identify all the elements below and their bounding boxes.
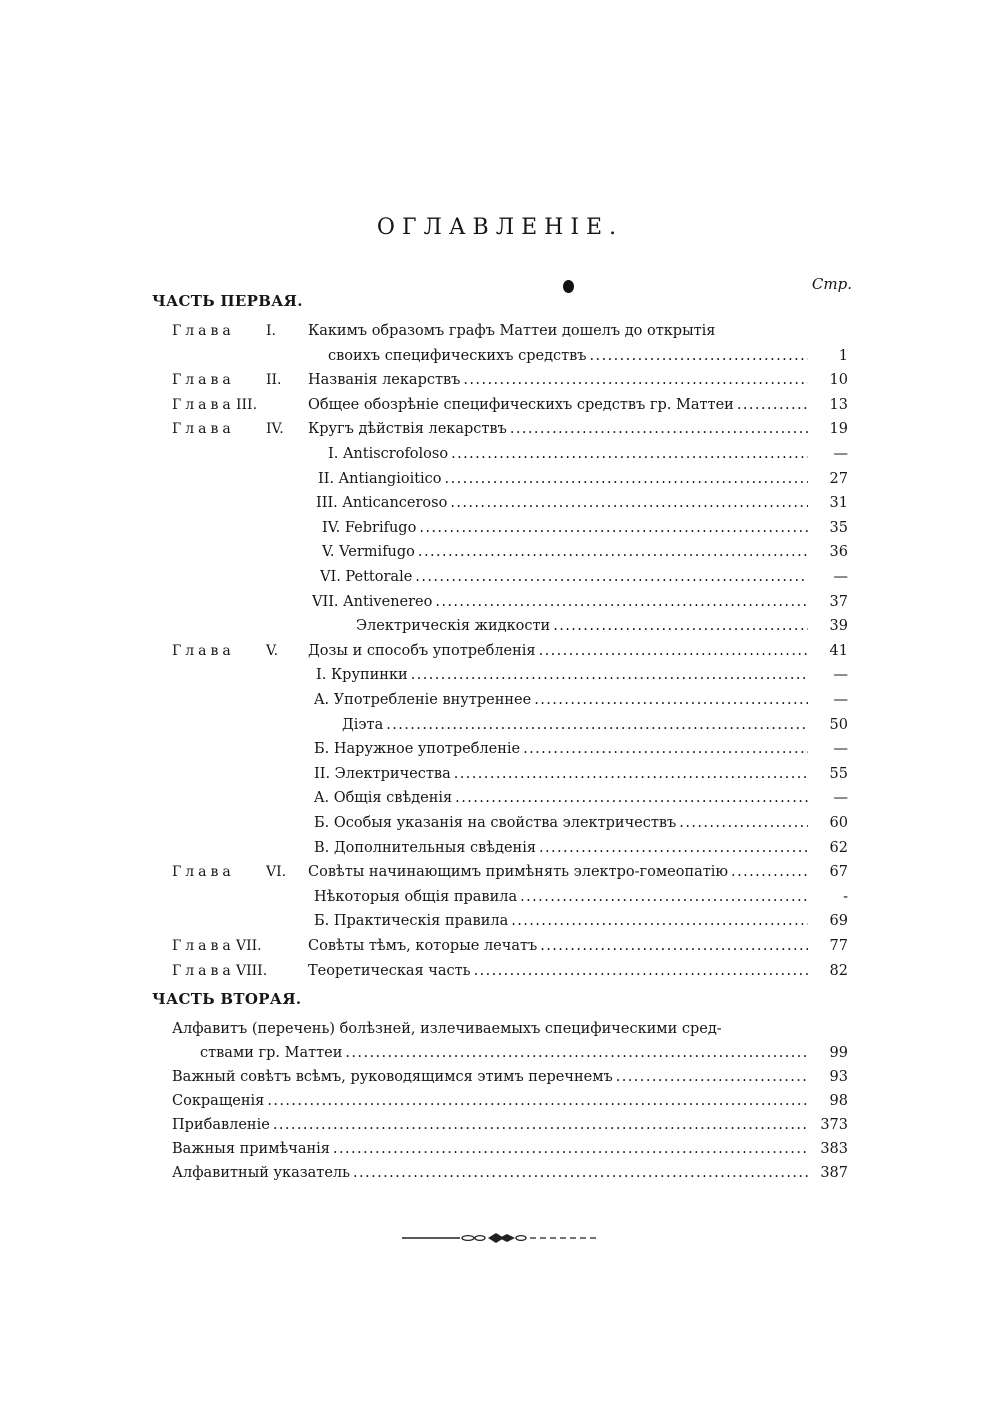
page-number: 1 [838,348,848,364]
toc-row [0,615,1000,637]
leader-dots [731,861,808,883]
toc-entry [172,1114,808,1136]
toc-row [0,960,1000,982]
toc-row [0,714,1000,736]
closing-ornament [0,1230,1000,1249]
toc-entry-title: Общее обозрѣніе специфическихъ средствъ гр. Маттеи [308,397,734,413]
leader-dots [511,910,808,932]
page-number: 55 [829,766,848,782]
toc-row [0,443,1000,465]
chapter-label: Глава [172,938,235,954]
toc-entry-title: A. Общія свѣденія [314,790,453,806]
toc-row [0,886,1000,908]
leader-dots [450,492,808,514]
chapter-number: VIII. [236,963,268,979]
toc-entry [314,812,808,834]
toc-entry [200,1042,808,1064]
page-number: 373 [820,1117,848,1133]
toc-row [0,320,1000,342]
toc-entry [356,615,808,637]
toc-entry-title: Алфавитный указатель [172,1165,351,1181]
toc-row [0,517,1000,539]
chapter-label: Глава [172,397,235,413]
toc-row [0,812,1000,834]
toc-entry-title: Какимъ образомъ графъ Маттеи дошелъ до открытія [308,323,716,339]
toc-entry [318,468,808,490]
leader-dots [386,714,808,736]
leader-dots [333,1138,808,1160]
toc-row [0,541,1000,563]
page-number: — [833,569,848,585]
part-one-heading: ЧАСТЬ ПЕРВАЯ. [152,292,303,310]
toc-entry [314,886,808,908]
toc-entry-title: I. Antiscrofoloso [328,446,449,462]
toc-entry-title: Электрическія жидкости [356,618,551,634]
ink-dot-ornament [563,280,574,293]
toc-entry-title: Важныя примѣчанія [172,1141,330,1157]
toc-entry-title: Важный совѣтъ всѣмъ, руководящимся этимъ перечнемъ [172,1069,613,1085]
toc-entry-title: Названія лекарствъ [308,372,461,388]
leader-dots [539,640,808,662]
toc-row [0,1018,1000,1040]
chapter-number: I. [266,323,276,339]
leader-dots [273,1114,808,1136]
page-number: 99 [829,1045,848,1061]
toc-row [0,837,1000,859]
toc-entry-title: Алфавитъ (перечень) болѣзней, излечиваемыхъ специфическими сред- [172,1021,722,1037]
page-number: 31 [829,495,848,511]
toc-entry [308,640,808,662]
chapter-number: VI. [266,864,287,880]
page-number: 41 [829,643,848,659]
page-number: - [843,889,848,905]
toc-row [0,664,1000,686]
leader-dots [419,517,808,539]
leader-dots [539,837,808,859]
toc-entry [308,394,808,416]
toc-entry-title: ствами гр. Маттеи [200,1045,343,1061]
toc-entry [172,1162,808,1184]
page-number: 69 [829,913,848,929]
toc-entry-title: VI. Pettorale [320,569,413,585]
page-number: 13 [829,397,848,413]
leader-dots [520,886,808,908]
leader-dots [523,738,808,760]
toc-entry-title: своихъ специфическихъ средствъ [328,348,587,364]
page-number: — [833,446,848,462]
toc-entry-title: A. Употребленіе внутреннее [314,692,532,708]
toc-entry [328,443,808,465]
page-number: 36 [829,544,848,560]
toc-row [0,345,1000,367]
page-number: 383 [820,1141,848,1157]
toc-entry [322,517,808,539]
toc-entry [308,418,808,440]
toc-entry-title: Нѣкоторыя общія правила [314,889,518,905]
page-number: — [833,741,848,757]
toc-row [0,689,1000,711]
page-number: 62 [829,840,848,856]
toc-row [0,394,1000,416]
page-number: 10 [829,372,848,388]
toc-entry-title: Кругъ дѣйствія лекарствъ [308,421,507,437]
leader-dots [590,345,808,367]
page-number: 35 [829,520,848,536]
page-number: 37 [829,594,848,610]
toc-entry-title: Б. Особыя указанія на свойства электричествъ [314,815,677,831]
toc-row [0,591,1000,613]
page-number: 39 [829,618,848,634]
leader-dots [267,1090,808,1112]
chapter-number: IV. [266,421,284,437]
ornament-rule-icon [400,1231,600,1245]
toc-entry-title: Б. Наружное употребленіе [314,741,521,757]
toc-entry-title: Діэта [342,717,384,733]
leader-dots [463,369,808,391]
leader-dots [418,541,808,563]
leader-dots [510,418,808,440]
toc-entry [308,861,808,883]
toc-entry [314,910,808,932]
chapter-number: V. [266,643,279,659]
part-two-heading: ЧАСТЬ ВТОРАЯ. [152,990,302,1008]
page-number: 27 [829,471,848,487]
toc-entry-title: В. Дополнительныя свѣденія [314,840,536,856]
toc-entry [308,320,718,342]
chapter-label: Глава [172,864,235,880]
toc-entry [172,1018,808,1040]
toc-entry [314,837,808,859]
leader-dots [474,960,808,982]
page-number: 82 [829,963,848,979]
leader-dots [353,1162,808,1184]
page-number: 67 [829,864,848,880]
leader-dots [679,812,808,834]
page-number: 19 [829,421,848,437]
toc-entry [316,664,808,686]
toc-row [0,787,1000,809]
toc-entry [316,492,808,514]
page-number: 93 [829,1069,848,1085]
toc-entry-title: Теоретическая часть [308,963,471,979]
toc-entry [314,787,808,809]
toc-entry [172,1066,808,1088]
toc-row [0,861,1000,883]
page-number: 50 [829,717,848,733]
toc-entry [314,689,808,711]
leader-dots [445,468,808,490]
toc-entry-title: Сокращенія [172,1093,265,1109]
chapter-number: III. [236,397,258,413]
chapter-label: Глава [172,963,235,979]
toc-entry [312,591,808,613]
chapter-label: Глава [172,323,235,339]
toc-entry-title: IV. Febrifugo [322,520,417,536]
chapter-label: Глава [172,372,235,388]
toc-row [0,640,1000,662]
toc-entry [342,714,808,736]
toc-entry [308,960,808,982]
toc-entry-title: I. Крупинки [316,667,408,683]
leader-dots [534,689,808,711]
leader-dots [616,1066,808,1088]
leader-dots [435,591,808,613]
toc-entry [320,566,808,588]
toc-entry [314,738,808,760]
leader-dots [345,1042,808,1064]
page-number: 98 [829,1093,848,1109]
toc-row [0,1138,1000,1160]
toc-entry-title: II. Электричества [314,766,451,782]
page-number: — [833,790,848,806]
toc-row [0,418,1000,440]
page-column-label: Стр. [811,275,852,293]
toc-entry-title: II. Antiangioitico [318,471,442,487]
toc-entry-title: Совѣты тѣмъ, которые лечатъ [308,938,538,954]
chapter-label: Глава [172,421,235,437]
toc-row [0,468,1000,490]
page-number: 60 [829,815,848,831]
leader-dots [415,566,808,588]
leader-dots [737,394,808,416]
toc-entry [172,1138,808,1160]
toc-entry-title: VII. Antivenereo [312,594,433,610]
toc-entry-title: Дозы и способъ употребленія [308,643,536,659]
toc-row [0,492,1000,514]
toc-row [0,369,1000,391]
page-number: — [833,667,848,683]
toc-entry-title: Прибавленіе [172,1117,270,1133]
page-number: 77 [829,938,848,954]
toc-entry [328,345,808,367]
page-number: 387 [820,1165,848,1181]
leader-dots [540,935,808,957]
toc-row [0,1162,1000,1184]
leader-dots [553,615,808,637]
toc-row [0,566,1000,588]
leader-dots [451,443,808,465]
toc-entry [172,1090,808,1112]
toc-entry [322,541,808,563]
toc-row [0,1090,1000,1112]
chapter-label: Глава [172,643,235,659]
chapter-number: II. [266,372,282,388]
toc-row [0,1114,1000,1136]
leader-dots [411,664,808,686]
toc-row [0,1066,1000,1088]
toc-entry [314,763,808,785]
page-number: — [833,692,848,708]
toc-entry-title: Б. Практическія правила [314,913,509,929]
leader-dots [454,763,808,785]
toc-entry [308,369,808,391]
toc-row [0,1042,1000,1064]
toc-entry-title: V. Vermifugo [322,544,415,560]
toc-row [0,738,1000,760]
leader-dots [455,787,808,809]
toc-row [0,910,1000,932]
toc-entry-title: Совѣты начинающимъ примѣнять электро-гомеопатію [308,864,729,880]
toc-row [0,763,1000,785]
toc-row [0,935,1000,957]
page-title: ОГЛАВЛЕНІЕ. [376,215,624,240]
toc-entry [308,935,808,957]
toc-entry-title: III. Anticanceroso [316,495,448,511]
chapter-number: VII. [236,938,262,954]
